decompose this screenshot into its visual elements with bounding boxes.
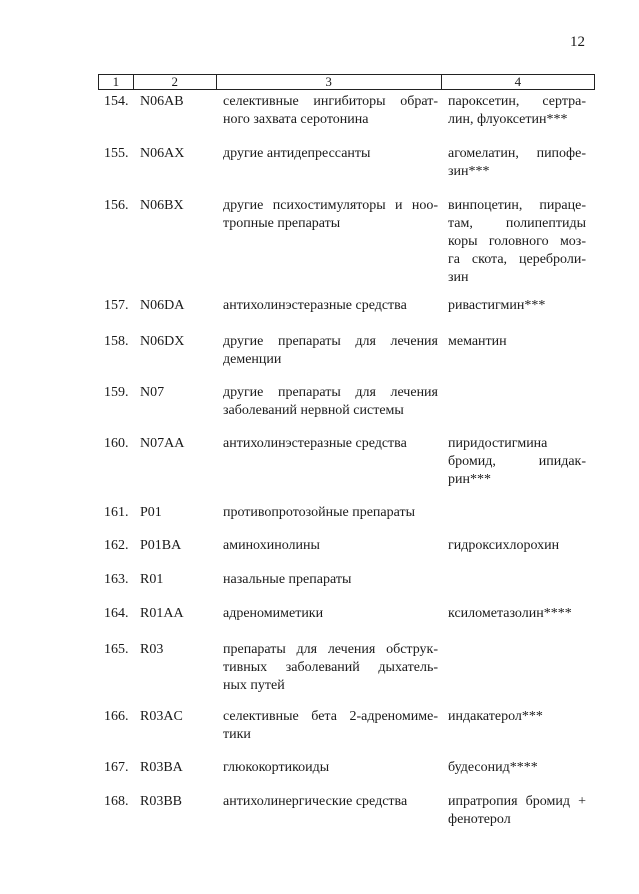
group-name-line: другие препараты для лечения (223, 334, 438, 349)
drug-name-line: фенотерол (448, 812, 511, 827)
group-name (223, 197, 438, 233)
group-name-line: селективные бета 2-адреномиме- (223, 709, 438, 724)
group-name (223, 435, 438, 453)
group-name-line: глюкокортикоиды (223, 760, 330, 775)
atc-code: R01AA (140, 606, 184, 621)
drug-name-line: ривастигмин*** (448, 298, 546, 313)
group-name (223, 708, 438, 744)
group-name-line: деменции (223, 352, 282, 367)
drug-names (448, 197, 586, 287)
group-name (223, 384, 438, 420)
drug-name-line: зин (448, 270, 469, 285)
drug-name-line: зин*** (448, 164, 490, 179)
row-number: 167. (104, 760, 129, 775)
drug-name-line: индакатерол*** (448, 709, 543, 724)
group-name (223, 605, 438, 623)
group-name (223, 333, 438, 369)
atc-code: N06AB (140, 94, 184, 109)
row-number: 163. (104, 572, 129, 587)
drug-name-line: агомелатин, пипофе- (448, 146, 586, 161)
atc-code: N06AX (140, 146, 185, 161)
drug-names (448, 333, 586, 351)
atc-code: P01BA (140, 538, 182, 553)
group-name (223, 93, 438, 129)
atc-code: N06DX (140, 334, 185, 349)
drug-name-line: бромид, ипидак- (448, 454, 586, 469)
page-number: 12 (570, 34, 585, 50)
drug-names (448, 93, 586, 129)
header-col-1: 1 (99, 75, 134, 89)
row-number: 157. (104, 298, 129, 313)
atc-code: R01 (140, 572, 164, 587)
atc-code: R03BA (140, 760, 183, 775)
group-name-line: препараты для лечения обструк- (223, 642, 438, 657)
table-header (98, 74, 595, 90)
row-number: 161. (104, 505, 129, 520)
row-number: 155. (104, 146, 129, 161)
group-name-line: селективные ингибиторы обрат- (223, 94, 438, 109)
atc-code: N06BX (140, 198, 184, 213)
row-number: 168. (104, 794, 129, 809)
drug-name-line: пиридостигмина (448, 436, 548, 451)
header-col-2: 2 (134, 75, 217, 89)
drug-names (448, 793, 586, 829)
group-name-line: тики (223, 727, 251, 742)
drug-name-line: ипратропия бромид + (448, 794, 586, 809)
drug-names (448, 605, 586, 623)
row-number: 162. (104, 538, 129, 553)
drug-name-line: там, полипептиды (448, 216, 586, 231)
header-col-3: 3 (217, 75, 442, 89)
group-name-line: ного захвата серотонина (223, 112, 369, 127)
group-name (223, 145, 438, 163)
drug-name-line: винпоцетин, пираце- (448, 198, 586, 213)
group-name-line: антихолинэстеразные средства (223, 298, 407, 313)
drug-name-line: коры головного моз- (448, 234, 586, 249)
group-name-line: заболеваний нервной системы (223, 403, 404, 418)
drug-name-line: пароксетин, сертра- (448, 94, 586, 109)
row-number: 160. (104, 436, 129, 451)
group-name-line: ных путей (223, 678, 285, 693)
group-name (223, 641, 438, 695)
row-number: 159. (104, 385, 129, 400)
row-number: 166. (104, 709, 129, 724)
row-number: 164. (104, 606, 129, 621)
group-name (223, 571, 438, 589)
group-name (223, 793, 438, 811)
atc-code: N07AA (140, 436, 185, 451)
drug-name-line: ксилометазолин**** (448, 606, 572, 621)
group-name (223, 759, 438, 777)
group-name (223, 504, 438, 522)
group-name-line: аминохинолины (223, 538, 320, 553)
group-name-line: другие препараты для лечения (223, 385, 438, 400)
group-name (223, 297, 438, 315)
atc-code: N06DA (140, 298, 185, 313)
drug-names (448, 435, 586, 489)
group-name-line: назальные препараты (223, 572, 352, 587)
drug-names (448, 145, 586, 181)
drug-name-line: рин*** (448, 472, 491, 487)
atc-code: N07 (140, 385, 165, 400)
drug-names (448, 297, 586, 315)
group-name-line: антихолинергические средства (223, 794, 408, 809)
atc-code: R03BB (140, 794, 183, 809)
group-name-line: антихолинэстеразные средства (223, 436, 407, 451)
group-name-line: противопротозойные препараты (223, 505, 416, 520)
row-number: 165. (104, 642, 129, 657)
drug-name-line: будесонид**** (448, 760, 538, 775)
group-name-line: другие психостимуляторы и ноо- (223, 198, 438, 213)
atc-code: P01 (140, 505, 162, 520)
atc-code: R03 (140, 642, 164, 657)
group-name-line: тропные препараты (223, 216, 341, 231)
row-number: 154. (104, 94, 129, 109)
atc-code: R03AC (140, 709, 183, 724)
drug-name-line: лин, флуоксетин*** (448, 112, 568, 127)
drug-names (448, 759, 586, 777)
group-name-line: другие антидепрессанты (223, 146, 371, 161)
group-name-line: адреномиметики (223, 606, 324, 621)
group-name-line: тивных заболеваний дыхатель- (223, 660, 438, 675)
drug-names (448, 537, 586, 555)
header-col-4: 4 (514, 74, 522, 89)
row-number: 158. (104, 334, 129, 349)
group-name (223, 537, 438, 555)
row-number: 156. (104, 198, 129, 213)
drug-name-line: га скота, цереброли- (448, 252, 586, 267)
drug-names (448, 708, 586, 726)
drug-name-line: гидроксихлорохин (448, 538, 560, 553)
drug-name-line: мемантин (448, 334, 507, 349)
